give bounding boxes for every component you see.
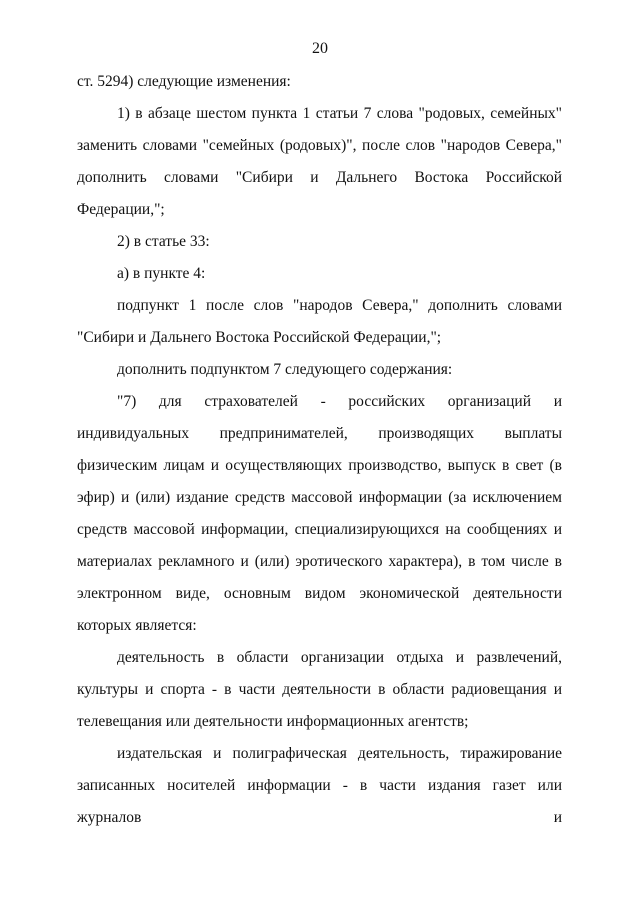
- paragraph-item-1: 1) в абзаце шестом пункта 1 статьи 7 слова "родовых, семейных" заменить словами "семейных (родовых)", после слов "народов Севера," дополнить словами "Сибири и Дальнего Востока Российской Федерации,";: [77, 105, 562, 218]
- paragraph-subpoint-7-text: "7) для страхователей - российских организаций и индивидуальных предпринимателей, производящих выплаты физическим лицам и осуществляющих производство, выпуск в свет (в эфир) и (или) издание средств массовой информации (за исключением средств массовой информации, специализирующихся на сообщениях и материалах рекламного и (или) эротического характера), в том числе в электронном виде, основным видом экономической деятельности которых является:: [77, 393, 562, 634]
- paragraph-add-subpoint-7: дополнить подпунктом 7 следующего содержания:: [117, 361, 453, 378]
- paragraph-activity-publishing: издательская и полиграфическая деятельность, тиражирование записанных носителей информации - в части издания газет или журналов и: [77, 745, 562, 826]
- paragraph-activity-leisure: деятельность в области организации отдыха и развлечений, культуры и спорта - в части деятельности в области радиовещания и телевещания или деятельности информационных агентств;: [77, 649, 562, 730]
- paragraph-subitem-a: а) в пункте 4:: [117, 265, 206, 282]
- document-body: [77, 66, 562, 834]
- paragraph-subpoint-1: подпункт 1 после слов "народов Севера," дополнить словами "Сибири и Дальнего Востока Российской Федерации,";: [77, 297, 562, 346]
- page-number: 20: [312, 40, 328, 57]
- paragraph-item-2: 2) в статье 33:: [117, 233, 210, 250]
- paragraph-continuation: ст. 5294) следующие изменения:: [77, 73, 291, 90]
